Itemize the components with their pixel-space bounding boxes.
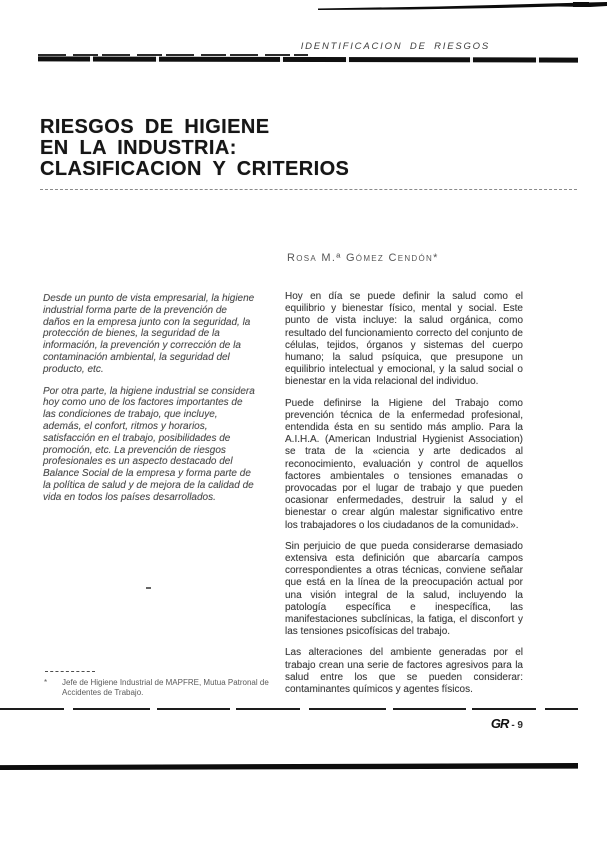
left-column [43,293,257,514]
journal-logo: GR [490,716,509,731]
bottom-rule [0,763,578,770]
lead-paragraph: Por otra parte, la higiene industrial se considera hoy como uno de los factores importantes de las condiciones de trabajo, que incluye, además, el confort, ritmos y horarios, satisfacción en el trabajo, posibilidades de promoción, etc. La prevención de riesgos profesionales es un aspecto destacado del Balance Social de la empresa y forma parte de la política de salud y de mejora de la calidad de vida en todos los países desarrollados. [43,385,255,503]
right-column [285,291,523,705]
scan-streak-artifact [318,0,607,14]
footer-dashed-rule [0,708,578,710]
header-rule [38,56,578,62]
title-line-1: RIESGOS DE HIGIENE [40,116,270,138]
lead-paragraph: Desde un punto de vista empresarial, la higiene industrial forma parte de la prevención de daños en la empresa junto con la seguridad, la protección de bienes, la seguridad de la información, la prevención y corrección de la contaminación ambiental, la seguridad del producto, etc. [43,293,255,375]
running-head: IDENTIFICACION DE RIESGOS [300,41,490,52]
title-line-2: EN LA INDUSTRIA: [40,137,237,159]
page-number: - 9 [511,720,523,731]
footnote-marker: * [44,678,48,687]
footnote-text: Jefe de Higiene Industrial de MAPFRE, Mutua Patronal de Accidentes de Trabajo. [62,678,269,697]
ink-speck [146,587,151,589]
author-byline: Rosa M.ª Gómez Cendón* [287,252,439,264]
body-paragraph: Hoy en día se puede definir la salud como el equilibrio y bienestar físico, mental y social. Este punto de vista incluye: la salud orgánica, como resultado del funcionamiento correcto del conjunto de células, tejidos, órganos y sistemas del cuerpo humano; la salud psíquica, que presupone un equilibrio intelectual y emocional, y la salud social o bienestar en la vida relacional del individuo. [285,291,523,388]
page-footer [300,715,523,733]
footnote-separator-rule [45,671,95,672]
body-paragraph: Sin perjuicio de que pueda considerarse demasiado extensiva esta definición que abarcaría campos correspondientes a otras técnicas, conviene señalar que está en la línea de la preocupación actual por una visión integral de la salud, incluyendo la patología específica e inespecífica, las manifestaciones subclínicas, la fatiga, el disconfort y las tensiones psicofísicas del trabajo. [285,540,523,638]
body-paragraph: Puede definirse la Higiene del Trabajo como prevención técnica de la enfermedad profesional, entendida ésta en su sentido más amplio. Para la A.I.H.A. (American Industrial Hygienist Association) se trata de la «ciencia y arte dedicados al reconocimiento, evaluación y control de aquellos factores ambientales o tensiones emanadas o provocadas por el lugar de trabajo y que pueden ocasionar enfermedades, destruir la salud y el bienestar o crear algún malestar significativo entre los trabajadores o los ciudadanos de la comunidad». [285,397,523,531]
title-underline-rule [40,189,577,190]
title-line-3: CLASIFICACION Y CRITERIOS [40,158,350,180]
body-paragraph: Las alteraciones del ambiente generadas por el trabajo crean una serie de factores agresivos para la salud entre los que se pueden considerar: contaminantes químicos y agentes físicos. [285,647,523,696]
article-title [40,117,460,180]
footnote [44,678,276,698]
